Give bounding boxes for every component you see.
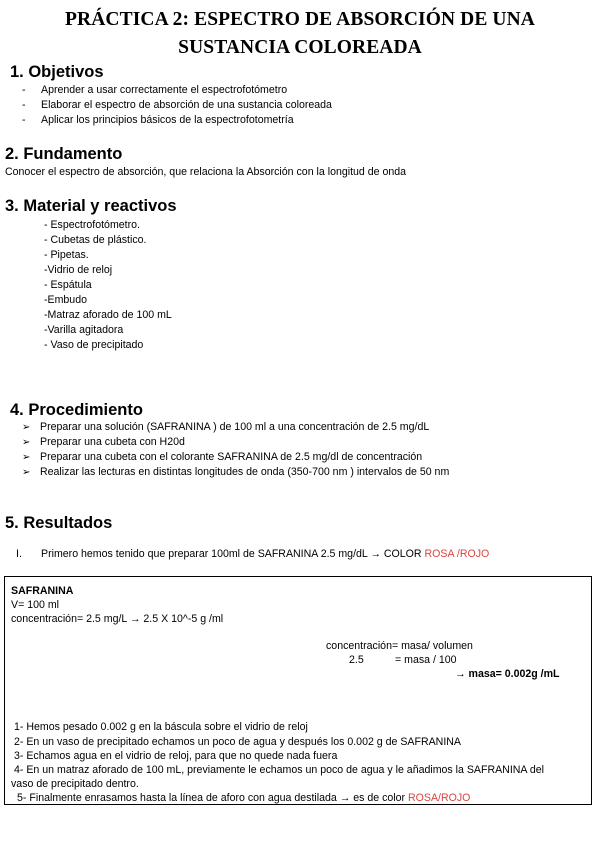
formula-line-1: concentración= masa/ volumen [326, 640, 473, 652]
bullet-arrow-icon: ➢ [22, 467, 31, 478]
fundamento-text: Conocer el espectro de absorción, que relaciona la Absorción con la longitud de onda [5, 166, 407, 178]
objetivo-item: - Aplicar los principios básicos de la espectrofotometría [22, 114, 294, 126]
material-item: -Vidrio de reloj [44, 264, 113, 276]
title-line-1: PRÁCTICA 2: ESPECTRO DE ABSORCIÓN DE UNA [65, 9, 535, 30]
resultados-item: I. Primero hemos tenido que preparar 100ml de SAFRANINA 2.5 mg/dL → COLOR ROSA /ROJO [16, 548, 490, 560]
heading-resultados: 5. Resultados [5, 514, 113, 532]
box-title: SAFRANINA [11, 585, 74, 597]
box-volume: V= 100 ml [11, 599, 59, 611]
formula-result: → masa= 0.002g /mL [455, 668, 560, 680]
objetivo-item: - Elaborar el espectro de absorción de una sustancia coloreada [22, 99, 332, 111]
bullet-arrow-icon: ➢ [22, 452, 31, 463]
procedimiento-item: ➢ Preparar una solución (SAFRANINA ) de 100 ml a una concentración de 2.5 mg/dL [22, 421, 430, 433]
box-step: vaso de precipitado dentro. [11, 778, 139, 790]
procedimiento-item: ➢ Preparar una cubeta con H20d [22, 436, 185, 448]
page-title [0, 6, 600, 62]
procedimiento-item: ➢ Realizar las lecturas en distintas longitudes de onda (350-700 nm ) intervalos de 50 nm [22, 466, 450, 478]
material-item: -Matraz aforado de 100 mL [44, 309, 172, 321]
box-step-5: 5- Finalmente enrasamos hasta la línea de aforo con agua destilada → es de color ROSA/ROJO [17, 792, 471, 804]
objetivo-item: - Aprender a usar correctamente el espectrofotómetro [22, 84, 288, 96]
color-label: ROSA/ROJO [408, 792, 471, 804]
bullet-arrow-icon: ➢ [22, 422, 31, 433]
material-item: -Embudo [44, 294, 87, 306]
material-item: - Espátula [44, 279, 92, 291]
material-item: - Pipetas. [44, 249, 89, 261]
box-step: 3- Echamos agua en el vidrio de reloj, para que no quede nada fuera [14, 750, 338, 762]
heading-objetivos: 1. Objetivos [10, 63, 104, 81]
formula-line-2b: = masa / 100 [395, 654, 457, 666]
material-item: - Cubetas de plástico. [44, 234, 147, 246]
procedimiento-item: ➢ Preparar una cubeta con el colorante SAFRANINA de 2.5 mg/dl de concentración [22, 451, 423, 463]
heading-material: 3. Material y reactivos [5, 197, 177, 215]
heading-procedimiento: 4. Procedimiento [10, 401, 143, 419]
box-step: 2- En un vaso de precipitado echamos un poco de agua y después los 0.002 g de SAFRANINA [14, 736, 461, 748]
title-line-2: SUSTANCIA COLOREADA [178, 37, 422, 58]
box-concentration: concentración= 2.5 mg/L → 2.5 X 10^-5 g /ml [11, 613, 224, 625]
heading-fundamento: 2. Fundamento [5, 145, 123, 163]
material-item: - Espectrofotómetro. [44, 219, 140, 231]
color-label: ROSA /ROJO [424, 548, 490, 560]
formula-line-2a: 2.5 [349, 654, 364, 666]
material-item: -Varilla agitadora [44, 324, 124, 336]
bullet-arrow-icon: ➢ [22, 437, 31, 448]
material-item: - Vaso de precipitado [44, 339, 144, 351]
box-step: 1- Hemos pesado 0.002 g en la báscula sobre el vidrio de reloj [14, 721, 308, 733]
box-step: 4- En un matraz aforado de 100 mL, previamente le echamos un poco de agua y le añadimos la SAFRANINA del [14, 764, 544, 776]
